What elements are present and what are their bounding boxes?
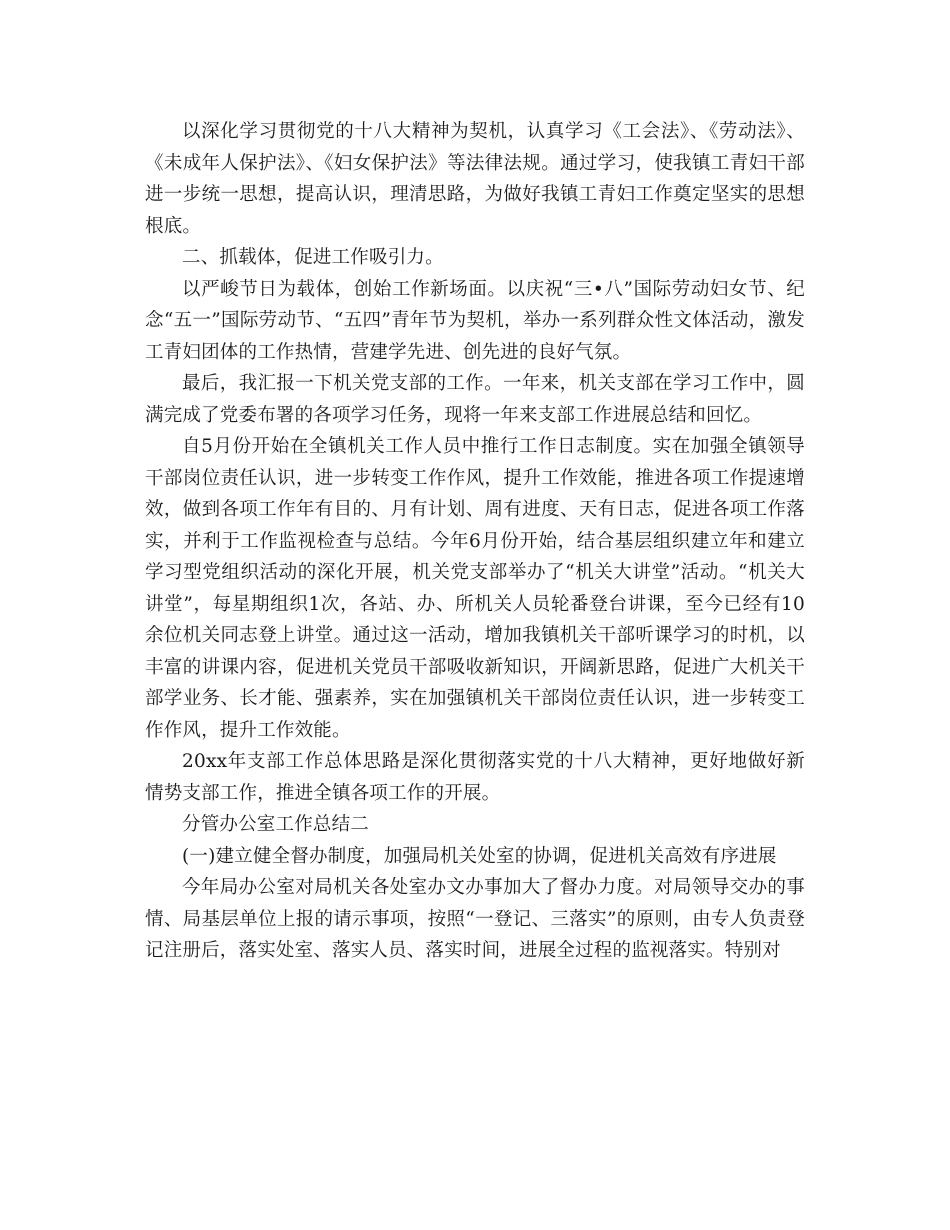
document-body <box>145 116 805 967</box>
paragraph: 以严峻节日为载体，创始工作新场面。以庆祝“三•八”国际劳动妇女节、纪念“五一”国际劳动节、“五四”青年节为契机，举办一系列群众性文体活动，激发工青妇团体的工作热情，营建学先进、创先进的良好气氛。 <box>145 278 805 363</box>
paragraph: 最后，我汇报一下机关党支部的工作。一年来，机关支部在学习工作中，圆满完成了党委布署的各项学习任务，现将一年来支部工作进展总结和回忆。 <box>145 373 805 426</box>
paragraph: 今年局办公室对局机关各处室办文办事加大了督办力度。对局领导交办的事情、局基层单位上报的请示事项，按照“一登记、三落实”的原则，由专人负责登记注册后，落实处室、落实人员、落实时间，进展全过程的监视落实。特别对 <box>145 877 805 961</box>
section-heading: 二、抓载体，促进工作吸引力。 <box>182 247 444 268</box>
paragraph: 以深化学习贯彻党的十八大精神为契机，认真学习《工会法》、《劳动法》、《未成年人保护法》、《妇女保护法》等法律法规。通过学习，使我镇工青妇干部进一步统一思想，提高认识，理清思路，为做好我镇工青妇工作奠定坚实的思想根底。 <box>145 121 805 237</box>
section-heading: 分管办公室工作总结二 <box>182 814 370 835</box>
paragraph: 20xx年支部工作总体思路是深化贯彻落实党的十八大精神，更好地做好新情势支部工作，推进全镇各项工作的开展。 <box>145 751 805 804</box>
paragraph: 自5月份开始在全镇机关工作人员中推行工作日志制度。实在加强全镇领导干部岗位责任认识，进一步转变工作作风，提升工作效能，推进各项工作提速增效，做到各项工作年有目的、月有计划、周有进度、天有日志，促进各项工作落实，并利于工作监视检查与总结。今年6月份开始，结合基层组织建立年和建立学习型党组织活动的深化开展，机关党支部举办了“机关大讲堂”活动。“机关大讲堂”，每星期组织1次，各站、办、所机关人员轮番登台讲课，至今已经有10余位机关同志登上讲堂。通过这一活动，增加我镇机关干部听课学习的时机，以丰富的讲课内容，促进机关党员干部吸收新知识，开阔新思路，促进广大机关干部学业务、长才能、强素养，实在加强镇机关干部岗位责任认识，进一步转变工作作风，提升工作效能。 <box>145 436 805 741</box>
subsection-heading: (一)建立健全督办制度，加强局机关处室的协调，促进机关高效有序进展 <box>182 845 777 867</box>
